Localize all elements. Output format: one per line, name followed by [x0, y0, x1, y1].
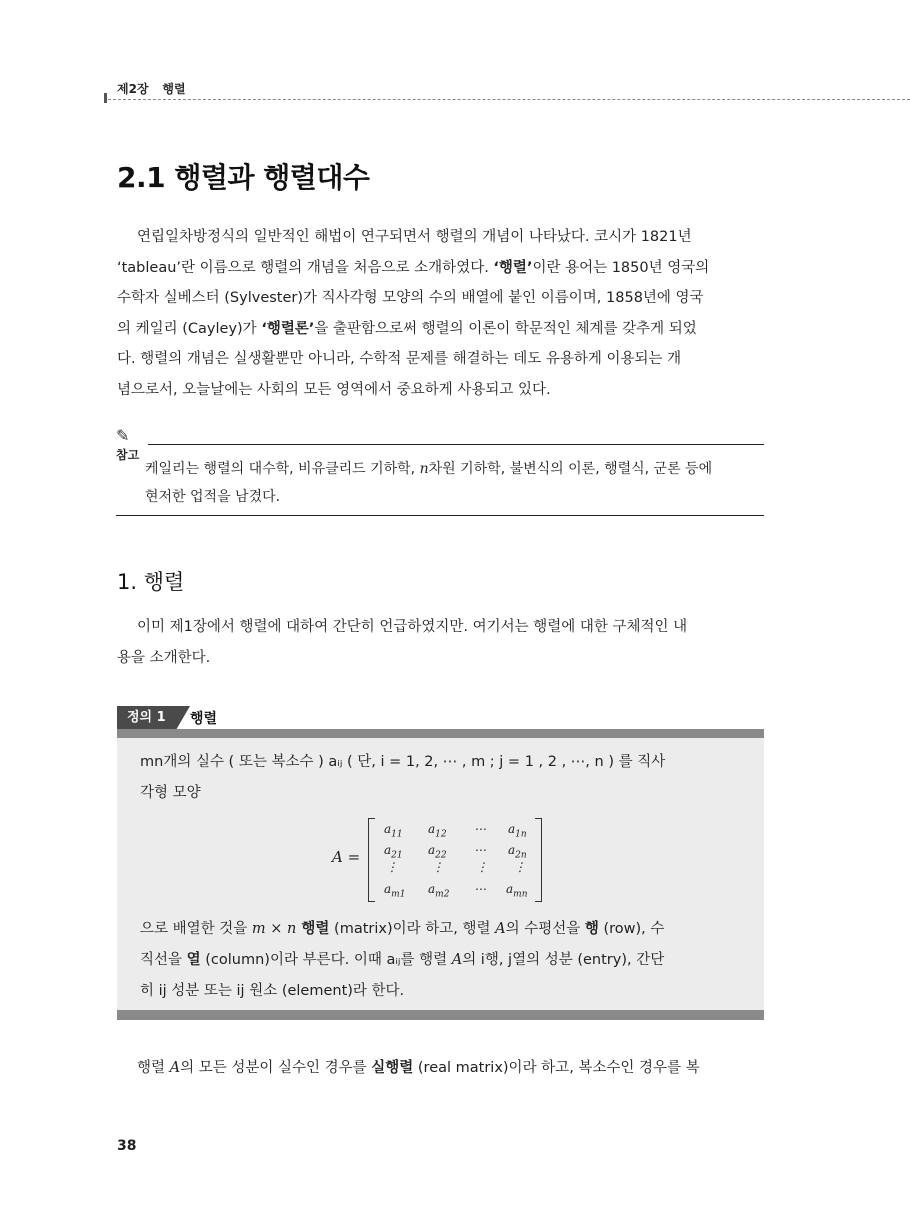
definition-line-1: mn개의 실수 ( 또는 복소수 ) aᵢⱼ ( 단, i = 1, 2, ⋯ , m ; j = 1 , 2 , ⋯, n ) 를 직사 — [140, 754, 666, 770]
matrix-cell: ⋯ — [474, 822, 486, 836]
chapter-label: 제2장 — [117, 82, 149, 96]
intro-line-4: 의 케일리 (Cayley)가 ‘행렬론’을 출판함으로써 행렬의 이론이 학문적인 체계를 갖추게 되었 — [117, 320, 697, 337]
subsection-title: 1. 행렬 — [117, 570, 185, 594]
sub-line-1: 이미 제1장에서 행렬에 대하여 간단히 언급하였지만. 여기서는 행렬에 대한 구체적인 내 — [137, 619, 688, 635]
matrix-cell: $a_{22}$ — [428, 843, 447, 861]
matrix-cell: ⋮ — [476, 860, 488, 874]
matrix-cell: ⋮ — [386, 860, 398, 874]
intro-paragraph — [117, 222, 767, 405]
note-bottom-rule — [116, 515, 764, 516]
matrix-cell: ⋮ — [514, 860, 526, 874]
definition-intro — [140, 747, 745, 809]
matrix-cell: $a_{11}$ — [384, 822, 403, 840]
chapter-title: 행렬 — [162, 82, 186, 96]
subsection-paragraph — [117, 612, 767, 673]
matrix-cell: ⋯ — [474, 843, 486, 857]
matrix-cell: ⋯ — [474, 882, 486, 896]
note-text — [145, 455, 765, 511]
intro-line-3: 수학자 실베스터 (Sylvester)가 직사각형 모양의 수의 배열에 붙인 이름이며, 1858년에 영국 — [117, 290, 704, 306]
note-top-rule — [148, 444, 764, 445]
definition-bottom-bar — [117, 1010, 764, 1020]
pen-icon: ✎ — [116, 426, 130, 445]
header-rule — [108, 99, 910, 100]
matrix-left-bracket — [368, 818, 375, 902]
section-title: 2.1 행렬과 행렬대수 — [117, 161, 370, 194]
definition-name: 행렬 — [190, 711, 218, 727]
page-number: 38 — [117, 1138, 137, 1154]
sub-line-2: 용을 소개한다. — [117, 649, 211, 666]
note-line-1: 케일리는 행렬의 대수학, 비유클리드 기하학, n차원 기하학, 불변식의 이론, 행렬식, 군론 등에 — [145, 461, 713, 477]
intro-line-6: 념으로서, 오늘날에는 사회의 모든 영역에서 중요하게 사용되고 있다. — [117, 381, 551, 398]
intro-line-2: ‘tableau’란 이름으로 행렬의 개념을 처음으로 소개하였다. ‘행렬’이란 용어는 1850년 영국의 — [117, 259, 710, 276]
matrix-cell: $a_{2n}$ — [508, 843, 527, 861]
matrix-cell: $a_{1n}$ — [508, 822, 527, 840]
definition-tab: 정의 1 — [117, 706, 176, 730]
conclusion-line-3: 히 ij 성분 또는 ij 원소 (element)라 한다. — [140, 983, 405, 999]
intro-line-5: 다. 행렬의 개념은 실생활뿐만 아니라, 수학적 문제를 해결하는 데도 유용하게 이용되는 개 — [117, 351, 682, 367]
conclusion-line-2: 직선을 열 (column)이라 부른다. 이때 aᵢⱼ를 행렬 A의 i행, j열의 성분 (entry), 간단 — [140, 952, 665, 968]
matrix-cell: $a_{m1}$ — [384, 882, 406, 900]
note-line-2: 현저한 업적을 남겼다. — [145, 489, 281, 505]
note-badge — [116, 428, 146, 463]
matrix-cell: $a_{12}$ — [428, 822, 447, 840]
matrix-label: A = — [332, 848, 361, 866]
matrix-cell: $a_{m2}$ — [428, 882, 450, 900]
bottom-paragraph: 행렬 A의 모든 성분이 실수인 경우를 실행렬 (real matrix)이라 하고, 복소수인 경우를 복 — [137, 1060, 700, 1076]
intro-line-1: 연립일차방정식의 일반적인 해법이 연구되면서 행렬의 개념이 나타났다. 코시가 1821년 — [137, 229, 692, 245]
matrix-cell: $a_{21}$ — [384, 843, 403, 861]
running-header — [117, 80, 196, 97]
definition-top-bar — [117, 729, 764, 738]
header-marker — [104, 93, 107, 103]
conclusion-line-1: 으로 배열한 것을 m × n 행렬 (matrix)이라 하고, 행렬 A의 수평선을 행 (row), 수 — [140, 921, 665, 937]
matrix-right-bracket — [535, 818, 542, 902]
matrix-cell: ⋮ — [432, 860, 444, 874]
definition-conclusion — [140, 914, 745, 1007]
matrix-cell: $a_{mn}$ — [506, 882, 528, 900]
definition-line-2: 각형 모양 — [140, 785, 201, 801]
note-label: 참고 — [116, 448, 140, 462]
